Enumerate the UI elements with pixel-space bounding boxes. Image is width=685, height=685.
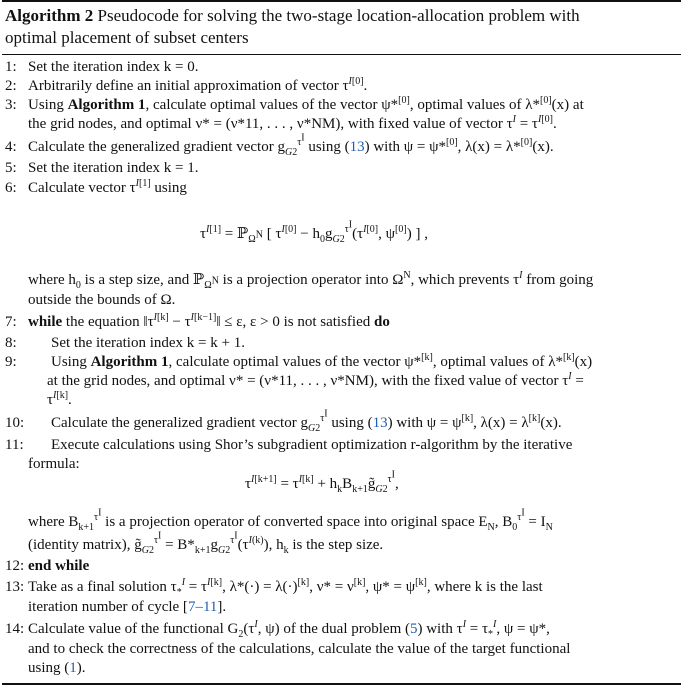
step-text: Calculate the generalized gradient vector g xyxy=(28,139,285,155)
step-text: ) with τ xyxy=(417,621,463,637)
step-2: 2: Arbitrarily define an initial approximation of vector $\tau^{I[0]}$. xyxy=(5,76,368,94)
step-6: 6: Calculate vector $\tau^{I[1]}$ using xyxy=(5,178,187,196)
step-9: 9: Using Algorithm 1, calculate optimal values of the vector ψ*[k], optimal values of λ*[k](x) xyxy=(5,352,593,370)
step-number: 8: xyxy=(5,335,17,351)
step-text: from going xyxy=(522,272,594,288)
step-text: Calculate vector τ xyxy=(28,180,136,196)
step-text: at the grid nodes, and optimal ν* = (ν*11, . . . , ν*NM), with the fixed value of vector τ xyxy=(47,373,569,389)
step-text: Using xyxy=(28,97,68,113)
eq-symbol: [ τ xyxy=(262,226,282,242)
step-text: , ψ) of the dual problem ( xyxy=(257,621,410,637)
eq-symbol: = τ xyxy=(276,476,299,492)
algorithm-ref: Algorithm 1 xyxy=(90,354,169,370)
keyword-do: do xyxy=(373,314,390,330)
step-text: where h xyxy=(28,272,76,288)
step-text: − τ xyxy=(168,314,191,330)
step-text: Arbitrarily define an initial approximation of vector τ xyxy=(28,78,349,94)
step-text: using ( xyxy=(28,660,70,676)
step-text: (x) xyxy=(574,354,593,370)
step-number: 2: xyxy=(5,78,17,94)
step-number: 6: xyxy=(5,180,17,196)
caption-title-1: Pseudocode for solving the two-stage location-allocation problem with xyxy=(97,6,580,25)
step-number: 13: xyxy=(5,579,25,595)
step-text: , B xyxy=(494,514,513,530)
step-text: iteration number of cycle [ xyxy=(28,599,188,615)
top-rule xyxy=(2,0,681,2)
step-10: 10: Calculate the generalized gradient vector $g_{G2}^{\tau^I}$ using (13) with ψ = ψ[k], λ(x) = λ[k](x). xyxy=(5,408,562,434)
step-14: 14: Calculate value of the functional $G_2(\tau^I$, ψ) of the dual problem (5) with $\tau^I = \tau_*^I$, ψ = ψ*, xyxy=(5,619,550,640)
caption-rule xyxy=(2,54,681,55)
step-number: 7: xyxy=(5,314,17,330)
step-text: is the step size. xyxy=(288,537,384,553)
step-text: , calculate optimal values of the vector ψ* xyxy=(145,97,399,113)
eq-symbol: ) ] , xyxy=(406,226,428,242)
step-text: ) with ψ = ψ* xyxy=(364,139,446,155)
eq-symbol: , xyxy=(394,476,399,492)
step-text: , where k is the last xyxy=(426,579,543,595)
step-text: , ψ = ψ*, xyxy=(496,621,550,637)
eq-symbol: g̃ xyxy=(367,476,376,492)
step-8 xyxy=(5,334,677,353)
step-11 xyxy=(5,436,677,455)
step-number: 4: xyxy=(5,139,17,155)
eq-symbol: , ψ xyxy=(378,226,396,242)
step-number: 5: xyxy=(5,160,17,176)
step-text: is a projection operator of converted space into original space E xyxy=(101,514,488,530)
step-text: (τ xyxy=(243,621,255,637)
step-text: (x) at xyxy=(551,97,584,113)
step-text: = I xyxy=(524,514,546,530)
algorithm-ref: Algorithm 1 xyxy=(67,97,146,113)
step-number: 10: xyxy=(5,415,25,431)
eq-symbol: − h xyxy=(296,226,320,242)
step-text: the equation ‖τ xyxy=(62,314,154,330)
step-text: , ν* = ν xyxy=(309,579,354,595)
step-text: formula: xyxy=(28,456,80,472)
step-text: using ( xyxy=(304,139,350,155)
algorithm-label: Algorithm 2 xyxy=(5,6,94,25)
step-text: = τ xyxy=(466,621,489,637)
step-text: (τ xyxy=(237,537,249,553)
citation-link[interactable]: 7–11 xyxy=(187,599,218,615)
step-1 xyxy=(5,58,677,77)
eq-symbol: g xyxy=(324,226,333,242)
step-text: , optimal values of λ* xyxy=(409,97,540,113)
step-text: using ( xyxy=(327,415,373,431)
step-text: = τ xyxy=(185,579,208,595)
step-6-line-3 xyxy=(5,291,677,310)
eq-symbol: (τ xyxy=(352,226,364,242)
step-text: = xyxy=(571,373,584,389)
keyword-end-while: end while xyxy=(28,558,90,574)
step-text: Set the iteration index k = 1. xyxy=(28,160,199,176)
algorithm-caption xyxy=(5,5,675,49)
step-4: 4: Calculate the generalized gradient vector $g_{G2}^{\tau^I}$ using (13) with ψ = ψ*[0], λ(x) = λ*[0](x). xyxy=(5,132,554,158)
step-text: using xyxy=(150,180,187,196)
step-text: Using xyxy=(51,354,91,370)
step-text: , calculate optimal values of the vector ψ* xyxy=(168,354,422,370)
step-text: , ψ* = ψ xyxy=(365,579,416,595)
keyword-while: while xyxy=(28,314,63,330)
step-number: 9: xyxy=(5,354,17,370)
step-text: Set the iteration index k = 0. xyxy=(28,59,199,75)
step-13: 13: Take as a final solution $\tau_*^I = \tau^{I[k]}$, λ*(·) = λ(·)[k], ν* = ν[k], ψ* = ψ[k], where k is the last xyxy=(5,577,543,598)
eq-symbol: = ℙ xyxy=(221,226,249,242)
step-text: , optimal values of λ* xyxy=(432,354,563,370)
step-number: 3: xyxy=(5,97,17,113)
eq-symbol: τ xyxy=(200,226,207,242)
step-14-line-3 xyxy=(5,659,677,678)
step-11-line-4: (identity matrix), $g̃_{G2}^{\tau^I} = B*_{k+1}g_{G2}^{\tau^I}(\tau^{I(k)})$, $h_k$ is the step size. xyxy=(28,530,384,556)
step-text: ). xyxy=(76,660,86,676)
step-number: 14: xyxy=(5,621,25,637)
step-text: Execute calculations using Shor’s subgradient optimization r-algorithm by the iterative xyxy=(51,437,573,453)
step-text: = B* xyxy=(161,537,195,553)
step-number: 1: xyxy=(5,59,17,75)
eq-symbol: B xyxy=(342,476,353,492)
step-12 xyxy=(5,557,677,576)
step-text: τ xyxy=(47,392,54,408)
step-text: ), h xyxy=(263,537,284,553)
step-text: Calculate value of the functional G xyxy=(28,621,239,637)
step-text: ) with ψ = ψ xyxy=(387,415,462,431)
step-7: 7: while the equation $‖\tau^{I[k]}$ − $\tau^{I[k-1]}‖ \le \varepsilon$, ε > 0 is not satisfied do xyxy=(5,312,390,330)
step-text: the grid nodes, and optimal ν* = (ν*11, . . . , ν*NM), with fixed value of vector τ xyxy=(28,116,513,132)
step-text: and to check the correctness of the calculations, calculate the value of the target functional xyxy=(28,641,571,657)
step-13-line-2 xyxy=(5,598,677,617)
equation-link[interactable]: 1 xyxy=(69,660,77,676)
step-text: , λ*(·) = λ(·) xyxy=(222,579,298,595)
equation-link[interactable]: 13 xyxy=(372,415,388,431)
step-3: 3: Using Algorithm 1, calculate optimal values of the vector ψ*[0], optimal values of λ*[0](x) at xyxy=(5,95,584,113)
step-9-line-2: at the grid nodes, and optimal ν* = (ν*11, . . . , ν*NM), with the fixed value of vector $\tau^I$ = xyxy=(47,371,584,389)
eq-symbol: + h xyxy=(313,476,338,492)
update-equation: $\tau^{I[1]}$ = ℙ$_{\Omega^N}$ [ $\tau^{I[0]} - h_0g_{G2}^{\tau^I}(\tau^{I[0]}$, ψ[0]) ] , xyxy=(200,219,428,245)
step-text: ‖ ≤ ε, ε > 0 is not satisfied xyxy=(216,314,374,330)
step-text: (identity matrix), g̃ xyxy=(28,537,142,553)
step-number: 11: xyxy=(5,437,24,453)
step-9-line-3: $\tau^{I[k]}$. xyxy=(47,390,72,408)
step-text: Calculate the generalized gradient vector g xyxy=(51,415,308,431)
r-algorithm-equation: $\tau^{I[k+1]} = \tau^{I[k]}$ + $h_kB_{k+1}g̃_{G2}^{\tau^I}$, xyxy=(245,469,399,495)
caption-title-2: optimal placement of subset centers xyxy=(5,28,249,47)
step-text: , which prevents τ xyxy=(410,272,520,288)
step-text: is a step size, and ℙ xyxy=(80,272,205,288)
eq-symbol: τ xyxy=(245,476,252,492)
step-text: where B xyxy=(28,514,79,530)
step-text: is a projection operator into Ω xyxy=(218,272,404,288)
step-text: Take as a final solution τ xyxy=(28,579,177,595)
step-text: outside the bounds of Ω. xyxy=(28,292,176,308)
equation-link[interactable]: 5 xyxy=(409,621,418,637)
equation-link[interactable]: 13 xyxy=(349,139,365,155)
step-number: 12: xyxy=(5,558,25,574)
step-14-line-2 xyxy=(5,640,677,659)
step-3-line-2: the grid nodes, and optimal ν* = (ν*11, . . . , ν*NM), with fixed value of vector $\tau^I = \tau^{I[0]}$. xyxy=(28,114,557,132)
step-text: Set the iteration index k = k + 1. xyxy=(51,335,245,351)
step-5 xyxy=(5,159,677,178)
step-6-where: where $h_0$ is a step size, and ℙ$_{\Omega^N}$ is a projection operator into $\Omega^N$, which prevents $\tau^I$ from going xyxy=(28,270,594,291)
step-11-where: where $B_{k+1}^{\tau^I}$ is a projection operator of converted space into original space $E_N$, $B_0^{\tau^I} = I_N$ xyxy=(28,507,553,533)
step-11-line-2 xyxy=(5,455,677,474)
step-text: ]. xyxy=(217,599,227,615)
